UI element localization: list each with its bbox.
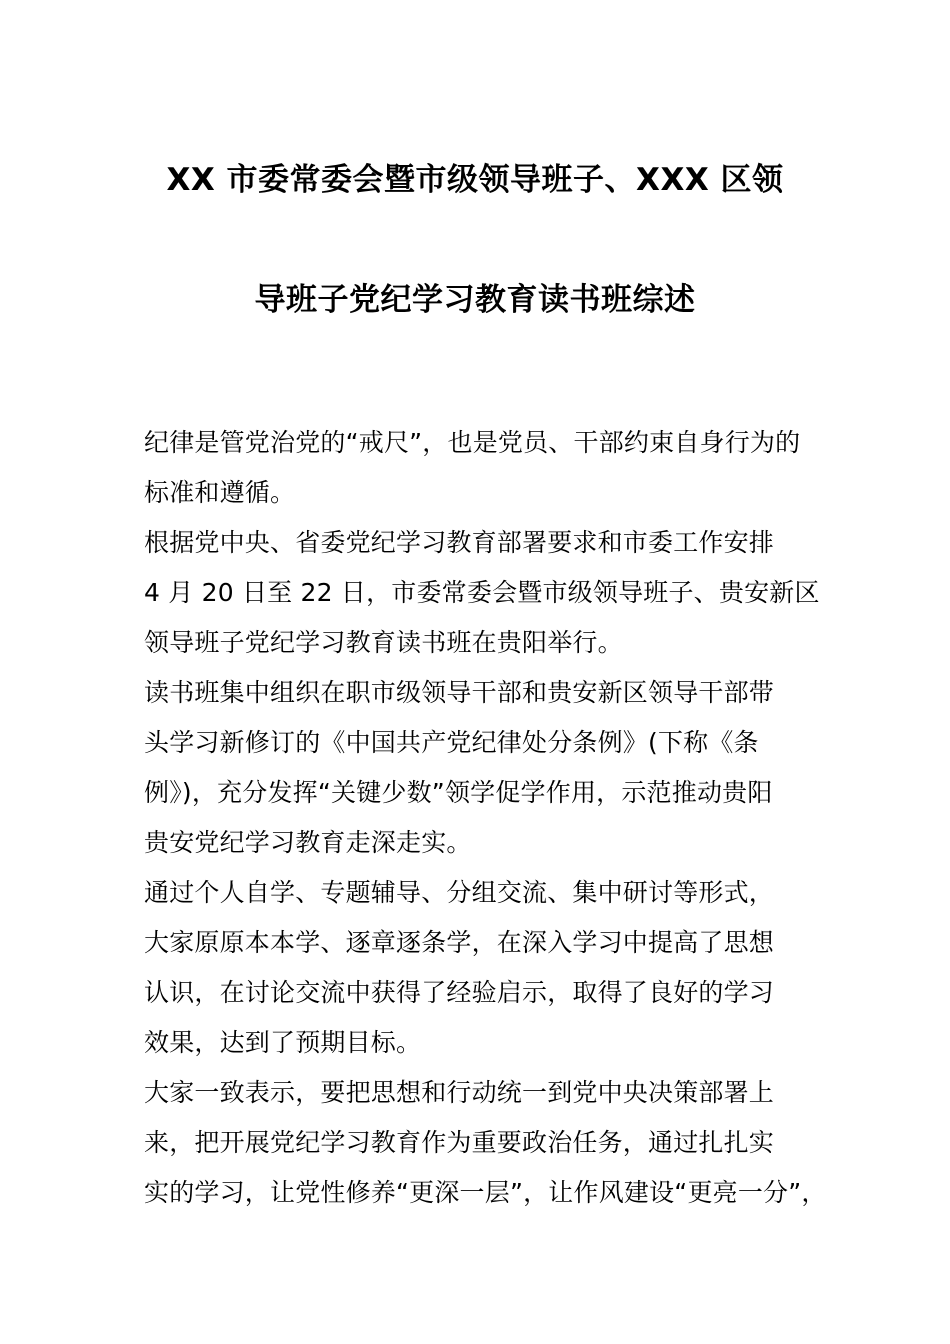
body-line: 通过个人自学、专题辅导、分组交流、集中研讨等形式，: [144, 878, 775, 907]
body-line: 例》)，充分发挥“关键少数”领学促学作用，示范推动贵阳: [144, 778, 773, 807]
body-line: 来，把开展党纪学习教育作为重要政治任务，通过扎扎实: [144, 1128, 775, 1157]
document-title-line-1: XX 市委常委会暨市级领导班子、XXX 区领: [166, 162, 784, 198]
body-line: 贵安党纪学习教育走深走实。: [144, 828, 472, 857]
body-line: 根据党中央、省委党纪学习教育部署要求和市委工作安排: [144, 528, 775, 557]
body-line: 领导班子党纪学习教育读书班在贵阳举行。: [144, 628, 623, 657]
body-line: 大家原原本本学、逐章逐条学，在深入学习中提高了思想: [144, 928, 775, 957]
body-line: 实的学习，让党性修养“更深一层”，让作风建设“更亮一分”，: [144, 1178, 827, 1207]
document-body: [144, 418, 844, 1218]
body-line: 效果，达到了预期目标。: [144, 1028, 422, 1057]
body-line: 标准和遵循。: [144, 478, 296, 507]
body-line: 认识，在讨论交流中获得了经验启示，取得了良好的学习: [144, 978, 775, 1007]
body-line: 读书班集中组织在职市级领导干部和贵安新区领导干部带: [144, 678, 775, 707]
body-line: 4 月 20 日至 22 日，市委常委会暨市级领导班子、贵安新区: [144, 578, 820, 607]
body-line: 头学习新修订的《中国共产党纪律处分条例》(下称《条: [144, 728, 759, 757]
body-line: 纪律是管党治党的“戒尺”，也是党员、干部约束自身行为的: [144, 428, 801, 457]
body-line: 大家一致表示，要把思想和行动统一到党中央决策部署上: [144, 1078, 775, 1107]
document-title-line-2: 导班子党纪学习教育读书班综述: [254, 282, 696, 318]
